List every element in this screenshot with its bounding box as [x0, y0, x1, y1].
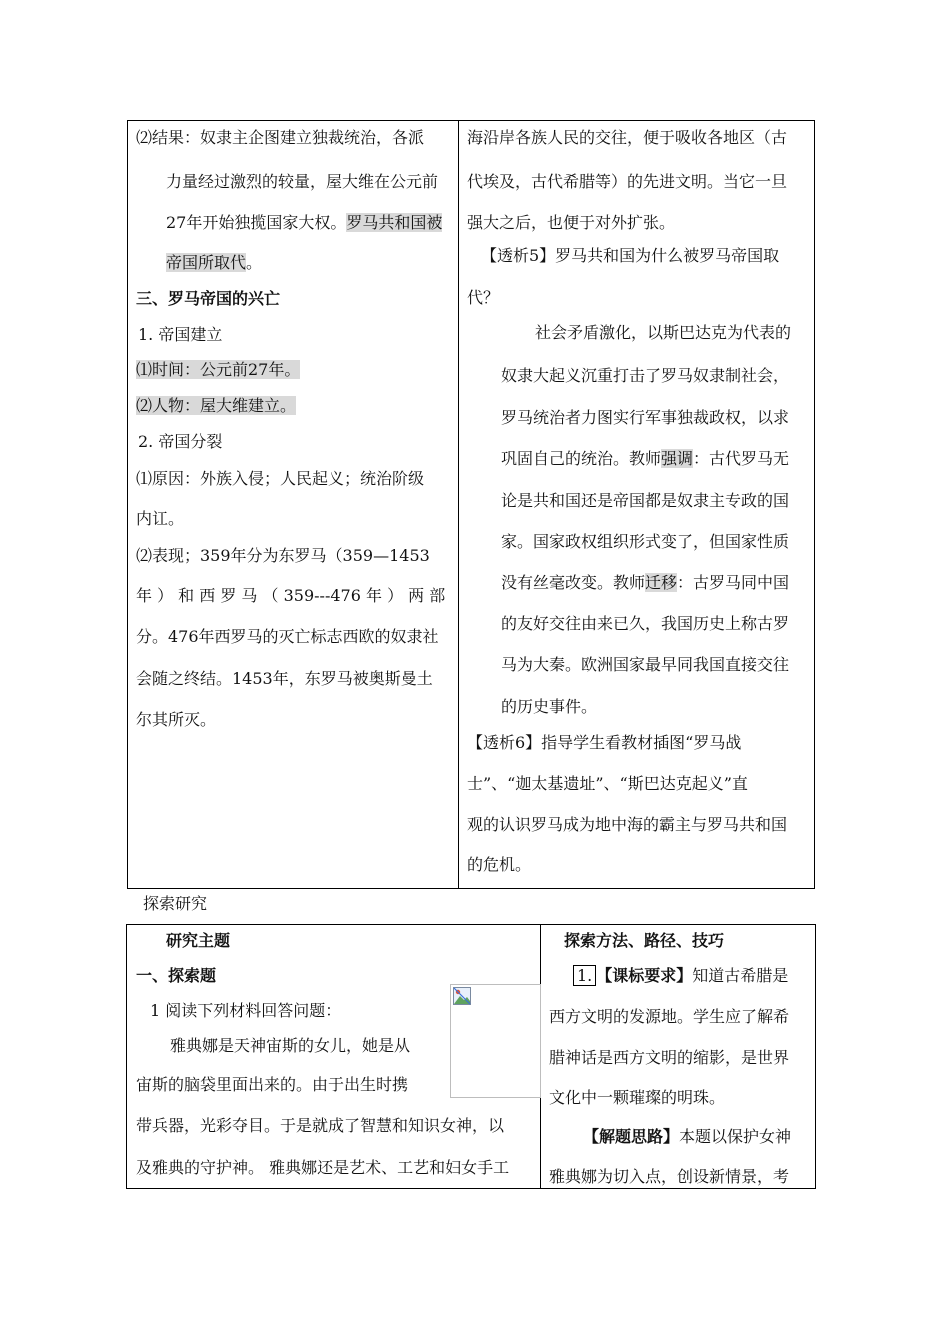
answer-line-2: 奴隶大起义沉重打击了罗马奴隶制社会， — [501, 366, 790, 385]
split-show-1: ⑵表现；359年分为东罗马（359—1453 — [136, 546, 430, 565]
analysis-5-q2: 代？ — [467, 288, 500, 307]
split-show-3: 分。476年西罗马的灭亡标志西欧的奴隶社 — [136, 627, 439, 646]
item-number-box: 1. — [573, 965, 596, 986]
split-reason-1: ⑴原因：外族入侵；人民起义；统治阶级 — [136, 469, 425, 488]
research-topic-header: 研究主题 — [166, 931, 231, 950]
material-line-1: 雅典娜是天神宙斯的女儿，她是从 — [170, 1036, 411, 1055]
highlight-replaced-end: 帝国所取代 — [166, 253, 247, 272]
right-line-3: 强大之后，也便于对外扩张。 — [467, 213, 676, 232]
material-line-2: 宙斯的脑袋里面出来的。由于出生时携 — [136, 1075, 409, 1094]
curriculum-requirement-tag: 【课标要求】 — [596, 966, 693, 985]
requirement-line-2: 西方文明的发源地。学生应了解希 — [549, 1007, 790, 1026]
requirement-line-4: 文化中一颗璀璨的明珠。 — [549, 1088, 726, 1107]
founding-person-text: ⑵人物：屋大维建立。 — [136, 396, 297, 415]
answer-line-7c: ：古罗马同中国 — [677, 573, 790, 592]
answer-line-7a: 没有丝毫改变。教师 — [501, 573, 646, 592]
solution-line — [583, 1127, 791, 1147]
answer-line-8: 的友好交往由来已久，我国历史上称古罗 — [501, 614, 790, 633]
item-empire-split: 2. 帝国分裂 — [138, 432, 223, 451]
split-show-4: 会随之终结。1453年，东罗马被奥斯曼土 — [136, 669, 433, 688]
answer-line-1: 社会矛盾激化，以斯巴达克为代表的 — [535, 323, 792, 342]
founding-person — [136, 396, 296, 416]
analysis-6-line-4: 的危机。 — [467, 855, 532, 874]
answer-line-4c: ：古代罗马无 — [693, 449, 790, 468]
answer-line-3: 罗马统治者力图实行军事独裁政权，以求 — [501, 408, 790, 427]
answer-line-7 — [501, 573, 789, 593]
split-show-2: 年 ） 和 西 罗 马 （ 359---476 年 ） 两 部 — [136, 586, 446, 605]
section-label-explore: 探索研究 — [143, 894, 208, 913]
result-line-2: 力量经过激烈的较量，屋大维在公元前 — [166, 172, 439, 191]
solution-text: 本题以保护女神 — [679, 1127, 792, 1146]
highlight-replaced: 罗马共和国被 — [346, 213, 443, 232]
split-reason-2: 内讧。 — [136, 509, 185, 528]
method-header: 探索方法、路径、技巧 — [564, 931, 725, 950]
right-line-1: 海沿岸各族人民的交往，便于吸收各地区（古 — [467, 128, 788, 147]
solution-approach-tag: 【解题思路】 — [583, 1127, 680, 1146]
answer-line-10: 的历史事件。 — [501, 697, 598, 716]
section-heading-3: 三、罗马帝国的兴亡 — [136, 289, 281, 308]
requirement-text: 知道古希腊是 — [692, 966, 789, 985]
answer-line-4a: 巩固自己的统治。教师 — [501, 449, 662, 468]
answer-line-5: 论是共和国还是帝国都是奴隶主专政的国 — [501, 491, 790, 510]
item-empire-founding: 1. 帝国建立 — [138, 325, 223, 344]
requirement-line — [573, 966, 788, 986]
result-line-1: ⑵结果：奴隶主企图建立独裁统治，各派 — [136, 128, 425, 147]
split-show-5: 尔其所灭。 — [136, 710, 217, 729]
result-line-3-text: 27年开始独揽国家大权。 — [166, 213, 347, 232]
solution-line-2: 雅典娜为切入点，创设新情景，考 — [549, 1167, 790, 1186]
broken-image-icon — [453, 987, 471, 1005]
period: 。 — [246, 253, 263, 272]
analysis-6-line-1: 【透析6】指导学生看教材插图“罗马战 — [467, 733, 742, 752]
founding-time — [136, 360, 300, 380]
question-1: 1 阅读下列材料回答问题： — [150, 1001, 342, 1020]
answer-line-4 — [501, 449, 789, 469]
analysis-6-line-2: 士”、“迦太基遗址”、“斯巴达克起义”直 — [467, 774, 748, 793]
right-line-2: 代埃及，古代希腊等）的先进文明。当它一旦 — [467, 172, 788, 191]
broken-image-placeholder — [450, 984, 541, 1098]
result-line-3 — [166, 213, 442, 233]
analysis-5-q1: 【透析5】罗马共和国为什么被罗马帝国取 — [481, 246, 780, 265]
emphasis-highlight: 强调 — [661, 449, 694, 468]
upper-table-divider — [458, 120, 459, 889]
result-line-4 — [166, 253, 262, 273]
answer-line-9: 马为大秦。欧洲国家最早同我国直接交往 — [501, 655, 790, 674]
analysis-6-line-3: 观的认识罗马成为地中海的霸主与罗马共和国 — [467, 815, 788, 834]
material-line-3: 带兵器，光彩夺目。于是就成了智慧和知识女神，以 — [136, 1116, 505, 1135]
answer-line-6: 家。国家政权组织形式变了，但国家性质 — [501, 532, 790, 551]
requirement-line-3: 腊神话是西方文明的缩影，是世界 — [549, 1048, 790, 1067]
transfer-highlight: 迁移 — [645, 573, 678, 592]
founding-time-text: ⑴时间：公元前27年。 — [136, 360, 301, 379]
explore-heading: 一、探索题 — [136, 966, 217, 985]
material-line-4: 及雅典的守护神。 雅典娜还是艺术、工艺和妇女手工 — [136, 1158, 510, 1177]
